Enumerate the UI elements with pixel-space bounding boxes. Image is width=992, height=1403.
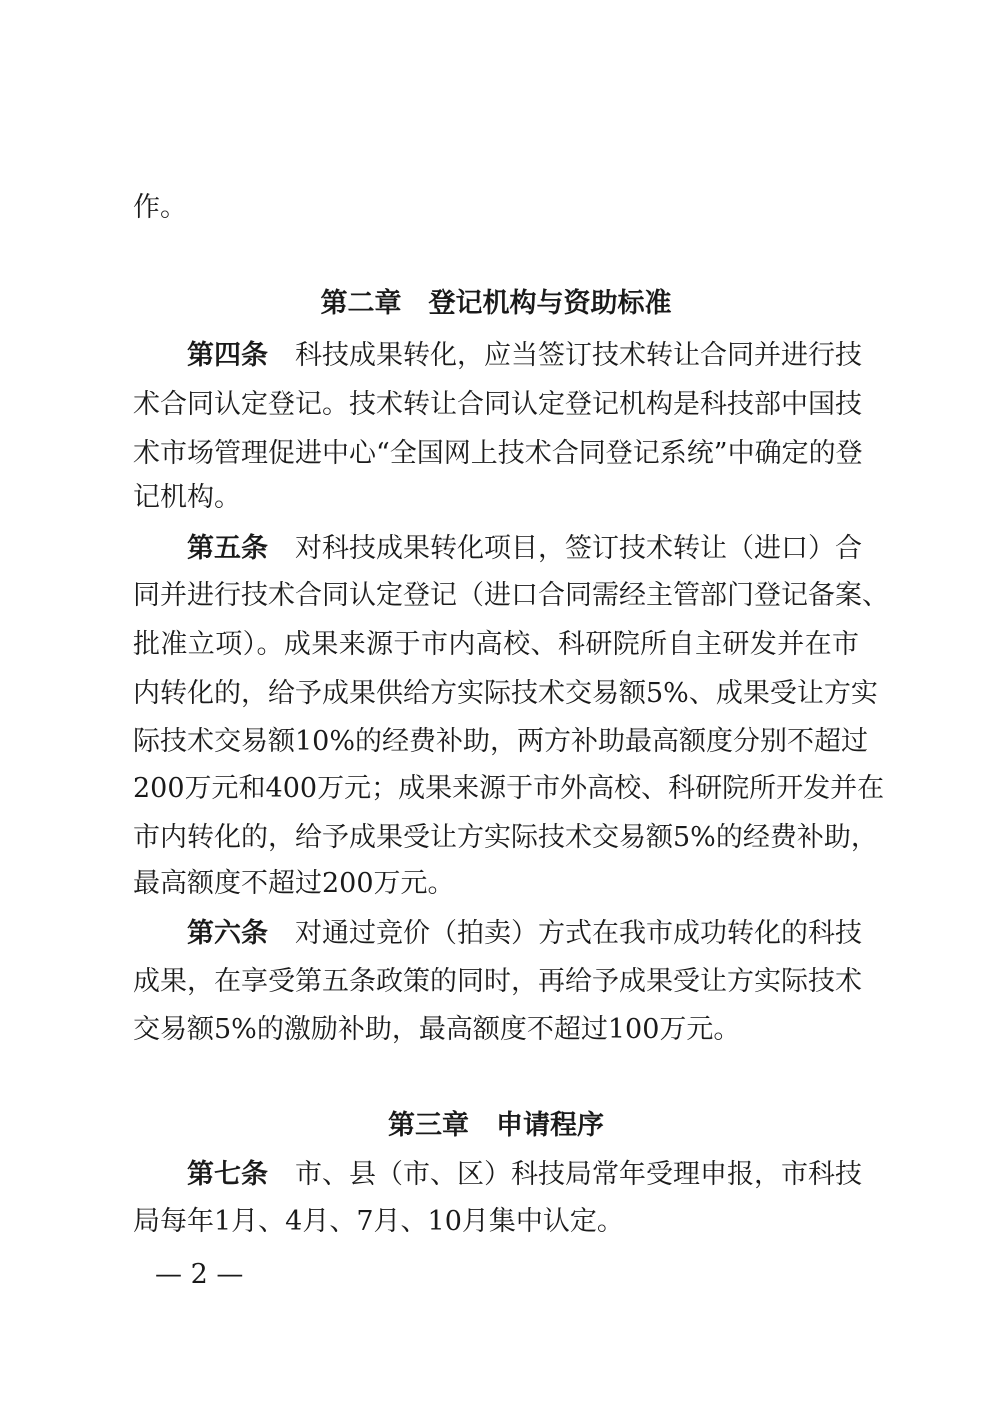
article-4-line-1: [133, 336, 862, 376]
article-5-line-2: 同并进行技术合同认定登记（进口合同需经主管部门登记备案、: [133, 580, 889, 611]
article-6-text-1: 对通过竞价（拍卖）方式在我市成功转化的科技: [295, 918, 862, 949]
article-6-line-2: 成果，在享受第五条政策的同时，再给予成果受让方实际技术: [133, 966, 862, 997]
chapter-3-heading: 第三章 申请程序: [388, 1110, 604, 1141]
article-5-line-1: [133, 529, 862, 569]
article-5-line-3: 批准立项）。成果来源于市内高校、科研院所自主研发并在市: [133, 629, 859, 660]
article-7-line-1: [133, 1155, 862, 1195]
continuation-text: 作。: [133, 192, 187, 223]
chapter-2-heading: 第二章 登记机构与资助标准: [320, 288, 672, 319]
article-7-line-2: 局每年1月、4月、7月、10月集中认定。: [133, 1206, 624, 1237]
article-6-line-1: [133, 914, 862, 954]
page-number: — 2 —: [155, 1259, 244, 1290]
article-6-line-3: 交易额5%的激励补助，最高额度不超过100万元。: [133, 1014, 741, 1045]
article-7-label: 第七条: [187, 1159, 268, 1190]
article-4-line-3: 术市场管理促进中心“全国网上技术合同登记系统”中确定的登: [133, 438, 863, 469]
article-4-line-4: 记机构。: [133, 482, 241, 513]
article-5-line-8: 最高额度不超过200万元。: [133, 868, 455, 899]
article-5-line-6: 200万元和400万元；成果来源于市外高校、科研院所开发并在: [133, 773, 885, 804]
article-6-label: 第六条: [187, 918, 268, 949]
article-5-line-7: 市内转化的，给予成果受让方实际技术交易额5%的经费补助，: [133, 822, 878, 853]
article-5-line-5: 际技术交易额10%的经费补助，两方补助最高额度分别不超过: [133, 726, 869, 757]
article-4-text-1: 科技成果转化，应当签订技术转让合同并进行技: [295, 340, 862, 371]
article-7-text-1: 市、县（市、区）科技局常年受理申报，市科技: [295, 1159, 862, 1190]
article-5-label: 第五条: [187, 533, 268, 564]
article-5-text-1: 对科技成果转化项目，签订技术转让（进口）合: [295, 533, 862, 564]
article-4-label: 第四条: [187, 340, 268, 371]
article-5-line-4: 内转化的，给予成果供给方实际技术交易额5%、成果受让方实: [133, 678, 878, 709]
article-4-line-2: 术合同认定登记。技术转让合同认定登记机构是科技部中国技: [133, 389, 862, 420]
